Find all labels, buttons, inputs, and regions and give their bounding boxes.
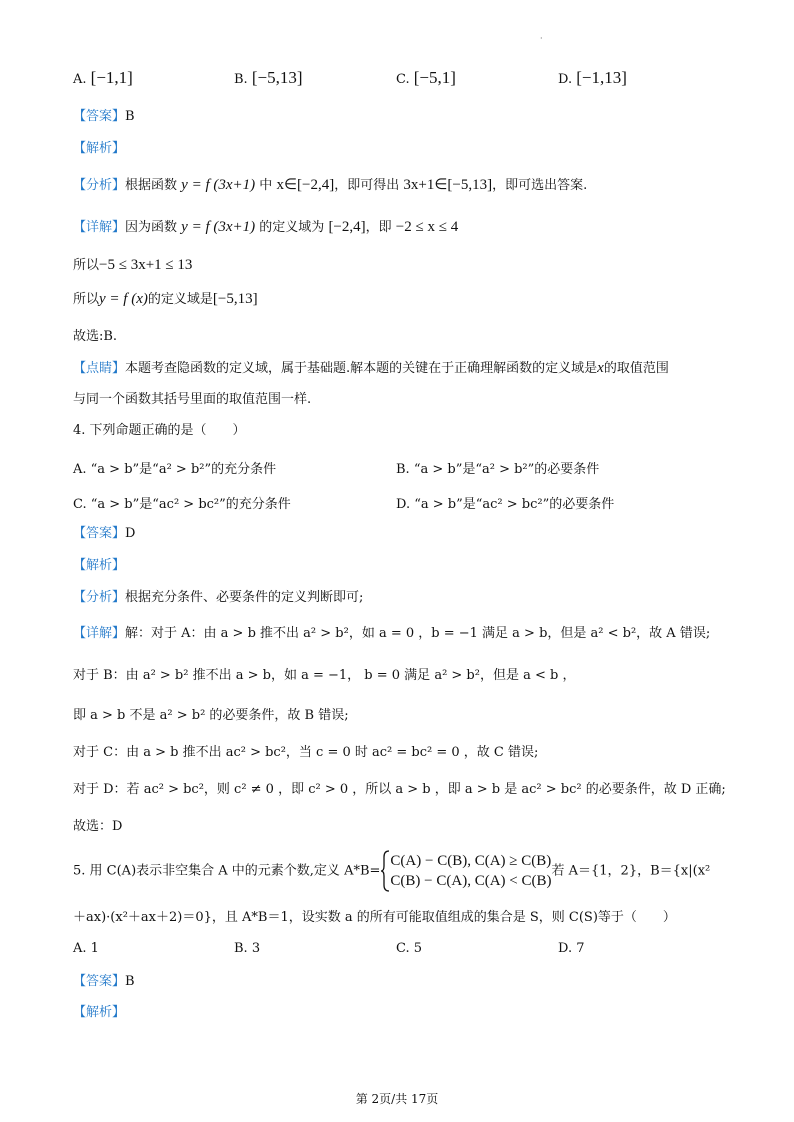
q5-stem-line-1 xyxy=(73,849,734,893)
q4-option-c: C. “a > b”是“ac² > bc²”的充分条件 xyxy=(73,497,291,512)
q3-option-c-value: [−5,1] xyxy=(413,68,456,87)
q5-stem-text-2: 若 A＝{1，2}，B＝{x|(x² xyxy=(551,863,711,879)
q3-xj-math-2: [−2,4] xyxy=(328,219,366,235)
fenxi-tag: 【分析】 xyxy=(73,590,126,605)
q5-option-c: C. 5 xyxy=(396,941,423,956)
dianjing-tag: 【点睛】 xyxy=(73,361,126,376)
q3-xj-text-3: ，即 xyxy=(365,220,392,235)
q3-answer: B xyxy=(125,109,135,124)
q5-stem-line-2: ＋ax)·(x²＋ax＋2)＝0}，且 A*B＝1，设实数 a 的所有可能取值组成的集合是 S，则 C(S)等于（ ） xyxy=(73,910,676,925)
q4-xj-line-1: 解：对于 A：由 a > b 推不出 a² > b²，如 a = 0 ，b = −1 满足 a > b，但是 a² < b²，故 A 错误; xyxy=(125,626,711,641)
jiexi-tag: 【解析】 xyxy=(73,1005,126,1020)
q3-dianjing-text-1b: 的取值范围 xyxy=(603,361,669,376)
page-footer: 第 2页/共 17页 xyxy=(355,1092,439,1106)
q3-dianjing-text-1: 本题考查隐函数的定义域，属于基础题.解本题的关键在于正确理解函数的定义域是 xyxy=(125,361,598,376)
q5-case-1: C(A) − C(B), C(A) ≥ C(B) xyxy=(390,853,552,869)
q5-answer: B xyxy=(125,974,135,989)
q3-l1-text: 所以 xyxy=(73,258,100,273)
q3-l1-math: −5 ≤ 3x+1 ≤ 13 xyxy=(99,257,193,273)
q3-option-b xyxy=(234,68,303,88)
q5-option-d: D. 7 xyxy=(558,941,585,956)
q3-xiangjie-line xyxy=(73,217,734,238)
q5-option-b: B. 3 xyxy=(234,941,261,956)
q5-stem-text-1: 5. 用 C(A)表示非空集合 A 中的元素个数,定义 A*B= xyxy=(73,863,381,879)
q3-fenxi-text-3: ，即可得出 xyxy=(334,178,400,193)
q3-fenxi-math-3: 3x+1∈[−5,13] xyxy=(403,177,493,193)
q5-answer-line xyxy=(73,972,734,992)
q3-dianjing-x: x xyxy=(597,360,604,376)
q4-fenxi-text: 根据充分条件、必要条件的定义判断即可; xyxy=(125,590,364,605)
q5-piecewise xyxy=(390,851,551,891)
q3-jiexi-line xyxy=(73,139,734,159)
q3-option-a-label: A. xyxy=(73,72,87,87)
jiexi-tag: 【解析】 xyxy=(73,141,126,156)
q3-fenxi-text-2: 中 xyxy=(259,178,273,193)
q4-jiexi-line xyxy=(73,556,734,576)
q3-l2-math-1: y = f (x) xyxy=(99,291,148,307)
q4-guxuan: 故选：D xyxy=(73,819,123,834)
q5-jiexi-line xyxy=(73,1003,734,1023)
q3-line-range xyxy=(73,255,734,276)
q3-l2-text-1: 所以 xyxy=(73,292,100,307)
answer-tag: 【答案】 xyxy=(73,109,126,124)
q3-xj-text-2: 的定义域为 xyxy=(259,220,325,235)
q3-option-c-label: C. xyxy=(396,72,410,87)
q4-option-b: B. “a > b”是“a² > b²”的必要条件 xyxy=(396,462,600,477)
q4-xj-line-3: 即 a > b 不是 a² > b² 的必要条件，故 B 错误; xyxy=(73,708,349,723)
q3-option-d-value: [−1,13] xyxy=(576,68,627,87)
q4-xj-line-5: 对于 D：若 ac² > bc²，则 c² ≠ 0 ，即 c² > 0 ，所以 a > b ，即 a > b 是 ac² > bc² 的必要条件，故 D 正确; xyxy=(73,782,726,797)
q3-option-d xyxy=(558,68,627,88)
q4-xiangjie-line xyxy=(73,624,734,644)
q3-option-a xyxy=(73,68,133,88)
q3-fenxi-line xyxy=(73,175,734,196)
fenxi-tag: 【分析】 xyxy=(73,178,126,193)
jiexi-tag: 【解析】 xyxy=(73,558,126,573)
q3-option-a-value: [−1,1] xyxy=(90,68,133,87)
q3-fenxi-math-1: y = f (3x+1) xyxy=(181,177,256,193)
q4-xj-line-2: 对于 B：由 a² > b² 推不出 a > b，如 a = −1， b = 0 满足 a² > b²，但是 a < b ， xyxy=(73,668,576,683)
q3-dianjing-line-1 xyxy=(73,358,734,379)
q3-guxuan: 故选:B. xyxy=(73,329,118,344)
q3-option-b-value: [−5,13] xyxy=(251,68,303,87)
q3-fenxi-text-1: 根据函数 xyxy=(125,178,178,193)
q3-l2-text-2: 的定义域是 xyxy=(147,292,213,307)
q3-xj-math-3: −2 ≤ x ≤ 4 xyxy=(395,219,459,235)
q3-xj-math-1: y = f (3x+1) xyxy=(181,219,256,235)
q3-line-domain xyxy=(73,289,734,310)
q5-case-2: C(B) − C(A), C(A) < C(B) xyxy=(390,873,552,889)
q3-xj-text-1: 因为函数 xyxy=(125,220,178,235)
q4-answer: D xyxy=(125,526,136,541)
answer-tag: 【答案】 xyxy=(73,526,126,541)
q4-option-d: D. “a > b”是“ac² > bc²”的必要条件 xyxy=(396,497,615,512)
q3-dianjing-line-2: 与同一个函数其括号里面的取值范围一样. xyxy=(73,392,312,407)
stray-dot: · xyxy=(540,34,543,43)
q4-fenxi-line xyxy=(73,588,734,608)
q4-stem: 4. 下列命题正确的是（ ） xyxy=(73,423,246,438)
q3-option-d-label: D. xyxy=(558,72,573,87)
xiangjie-tag: 【详解】 xyxy=(73,626,126,641)
q5-option-a: A. 1 xyxy=(73,941,99,956)
answer-tag: 【答案】 xyxy=(73,974,126,989)
piecewise-brace-icon xyxy=(380,849,390,893)
q3-option-b-label: B. xyxy=(234,72,248,87)
q3-l2-math-2: [−5,13] xyxy=(212,291,258,307)
q4-answer-line xyxy=(73,524,734,544)
q3-fenxi-text-4: ，即可选出答案. xyxy=(492,178,588,193)
q3-option-c xyxy=(396,68,456,88)
q3-answer-line xyxy=(73,107,734,127)
q3-fenxi-math-2: x∈[−2,4] xyxy=(276,177,335,193)
q4-xj-line-4: 对于 C：由 a > b 推不出 ac² > bc²，当 c = 0 时 ac² = bc² = 0 ，故 C 错误; xyxy=(73,745,539,760)
q4-option-a: A. “a > b”是“a² > b²”的充分条件 xyxy=(73,462,277,477)
xiangjie-tag: 【详解】 xyxy=(73,220,126,235)
